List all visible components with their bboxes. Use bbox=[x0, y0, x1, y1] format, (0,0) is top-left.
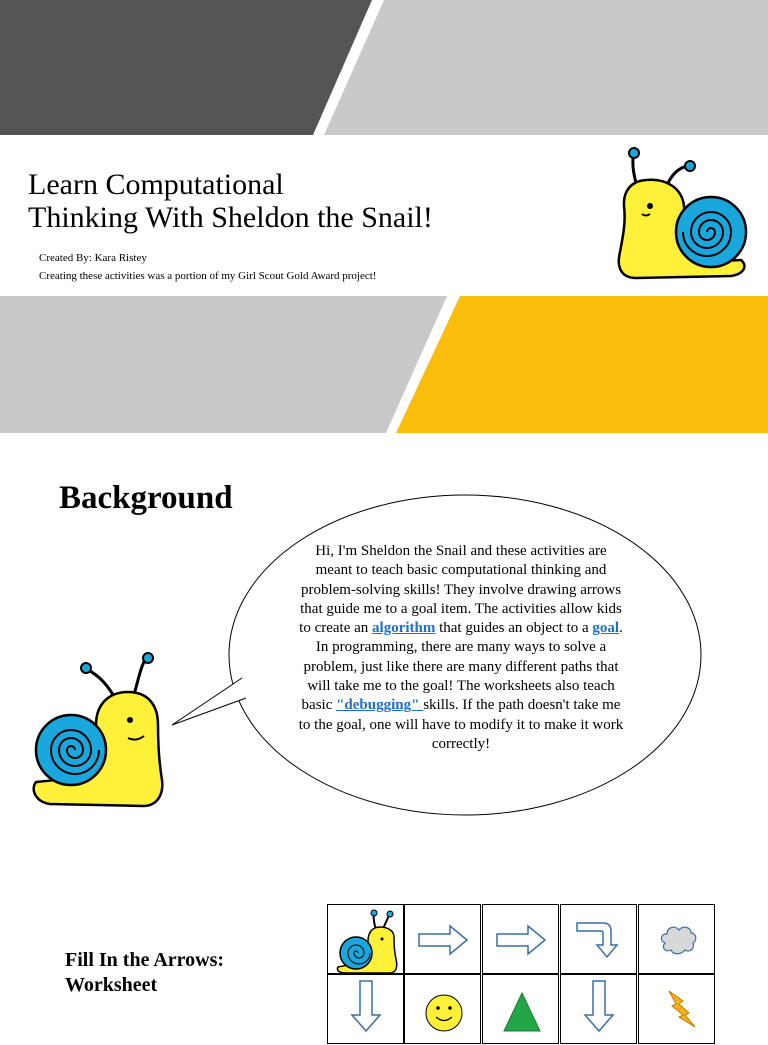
algorithm-link[interactable]: algorithm bbox=[372, 620, 436, 637]
page-title-line2: Thinking With Sheldon the Snail! bbox=[28, 201, 433, 234]
arrow-right-icon bbox=[405, 905, 482, 975]
goal-link[interactable]: goal bbox=[592, 620, 620, 637]
page-title-line1: Learn Computational bbox=[28, 168, 284, 201]
grid-cell-arrow-turn bbox=[560, 904, 637, 974]
grid-cell-snail bbox=[327, 904, 404, 974]
snail-background-icon bbox=[28, 650, 168, 810]
arrow-down-icon bbox=[561, 975, 638, 1045]
speech-text: Hi, I'm Sheldon the Snail and these activities are meant to teach basic computational thinking and problem-solving skills! They involve drawing arrows that guide me to a goal item. The activities allow kids to create an algorithm that guides an object to a goal. In programming, there are many ways to solve a problem, just like there are many different paths that will take me to the goal! The worksheets also teach basic "debugging" skills. If the path doesn't take me to the goal, one will have to modify it to make it work correctly! bbox=[298, 543, 624, 752]
arrow-turn-down-icon bbox=[561, 905, 638, 975]
lightning-icon bbox=[639, 975, 716, 1045]
smiley-icon bbox=[405, 975, 482, 1045]
grid-cell-arrow-right-2 bbox=[482, 904, 559, 974]
grid-cell-cloud bbox=[638, 904, 715, 974]
grid-cell-arrow-right-1 bbox=[404, 904, 481, 974]
triangle-icon bbox=[483, 975, 560, 1045]
arrow-down-icon bbox=[328, 975, 405, 1045]
top-banner bbox=[0, 0, 768, 135]
snail-header-icon bbox=[606, 144, 751, 284]
grid-cell-arrow-down-1 bbox=[327, 974, 404, 1044]
arrow-right-icon bbox=[483, 905, 560, 975]
created-by: Created By: Kara Ristey bbox=[39, 252, 147, 264]
cloud-icon bbox=[639, 905, 716, 975]
project-note: Creating these activities was a portion of my Girl Scout Gold Award project! bbox=[39, 270, 377, 282]
grid-cell-triangle bbox=[482, 974, 559, 1044]
background-heading: Background bbox=[59, 480, 233, 516]
worksheet-title: Fill In the Arrows: Worksheet bbox=[65, 949, 225, 996]
lower-banner bbox=[0, 296, 768, 433]
grid-cell-lightning bbox=[638, 974, 715, 1044]
snail-icon bbox=[328, 905, 405, 975]
debugging-link[interactable]: "debugging" bbox=[336, 697, 424, 714]
grid-cell-arrow-down-2 bbox=[560, 974, 637, 1044]
grid-cell-smiley bbox=[404, 974, 481, 1044]
